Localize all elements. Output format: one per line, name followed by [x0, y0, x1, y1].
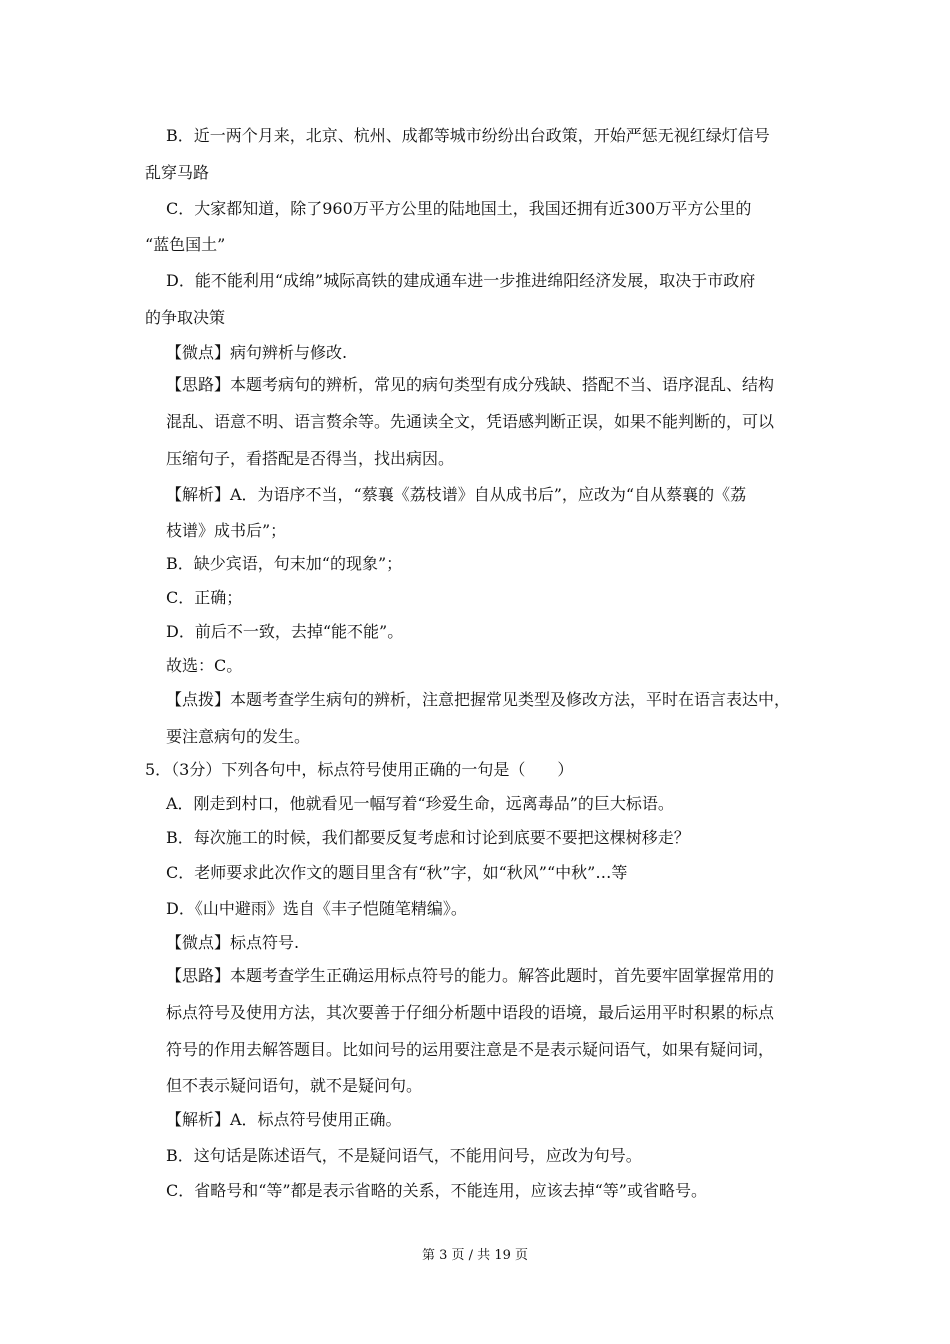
option-b-line-2: 乱穿马路: [145, 163, 210, 182]
jiexi-4-line-1: 【解析】A．为语序不当，“蔡襄《荔枝谱》自从成书后”，应改为“自从蔡襄的《荔: [166, 485, 747, 504]
silu-5-line-3: 符号的作用去解答题目。比如问号的运用要注意是不是表示疑问语气，如果有疑问词，: [166, 1040, 775, 1059]
jiexi-4-line-2: 枝谱》成书后”；: [166, 521, 287, 540]
dianbo-4-line-2: 要注意病句的发生。: [166, 727, 311, 746]
weidian-5: 【微点】标点符号.: [166, 933, 300, 952]
q5-option-c: C．老师要求此次作文的题目里含有“秋”字，如“秋风”“中秋”…等: [166, 863, 628, 882]
dianbo-4-line-1: 【点拨】本题考查学生病句的辨析，注意把握常见类型及修改方法，平时在语言表达中，: [166, 690, 791, 709]
q5-option-d: D．《山中避雨》选自《丰子恺随笔精编》。: [166, 899, 467, 918]
silu-5-line-4: 但不表示疑问语句，就不是疑问句。: [166, 1076, 423, 1095]
jiexi-4-b: B．缺少宾语，句末加“的现象”；: [166, 554, 403, 573]
option-d-line-1: D．能不能利用“成绵”城际高铁的建成通车进一步推进绵阳经济发展，取决于市政府: [166, 271, 756, 290]
option-c-line-2: “蓝色国土”: [145, 235, 226, 254]
silu-5-line-2: 标点符号及使用方法，其次要善于仔细分析题中语段的语境，最后运用平时积累的标点: [166, 1003, 775, 1022]
option-c-line-1: C．大家都知道，除了960万平方公里的陆地国土，我国还拥有近300万平方公里的: [166, 199, 752, 218]
jiexi-5-b: B．这句话是陈述语气，不是疑问语气，不能用问号，应改为句号。: [166, 1146, 642, 1165]
silu-4-line-3: 压缩句子，看搭配是否得当，找出病因。: [166, 449, 455, 468]
page-footer: 第 3 页 / 共 19 页: [422, 1248, 528, 1263]
option-d-line-2: 的争取决策: [145, 308, 226, 327]
option-b-line-1: B．近一两个月来，北京、杭州、成都等城市纷纷出台政策，开始严惩无视红绿灯信号: [166, 126, 770, 145]
jiexi-4-d: D．前后不一致，去掉“能不能”。: [166, 622, 404, 641]
jiexi-4-c: C．正确；: [166, 588, 243, 607]
jiexi-5-a: 【解析】A．标点符号使用正确。: [166, 1110, 402, 1129]
q5-option-b: B．每次施工的时候，我们都要反复考虑和讨论到底要不要把这棵树移走？: [166, 828, 690, 847]
jiexi-5-c: C．省略号和“等”都是表示省略的关系，不能连用，应该去掉“等”或省略号。: [166, 1181, 707, 1200]
answer-4: 故选：C。: [166, 656, 243, 675]
q5-option-a: A．刚走到村口，他就看见一幅写着“珍爱生命，远离毒品”的巨大标语。: [166, 794, 674, 813]
weidian-4: 【微点】病句辨析与修改.: [166, 343, 348, 362]
question-5: 5．（3分）下列各句中，标点符号使用正确的一句是（ ）: [145, 760, 574, 779]
silu-4-line-1: 【思路】本题考病句的辨析，常见的病句类型有成分残缺、搭配不当、语序混乱、结构: [166, 375, 775, 394]
silu-5-line-1: 【思路】本题考查学生正确运用标点符号的能力。解答此题时，首先要牢固掌握常用的: [166, 966, 775, 985]
silu-4-line-2: 混乱、语意不明、语言赘余等。先通读全文，凭语感判断正误，如果不能判断的，可以: [166, 412, 775, 431]
